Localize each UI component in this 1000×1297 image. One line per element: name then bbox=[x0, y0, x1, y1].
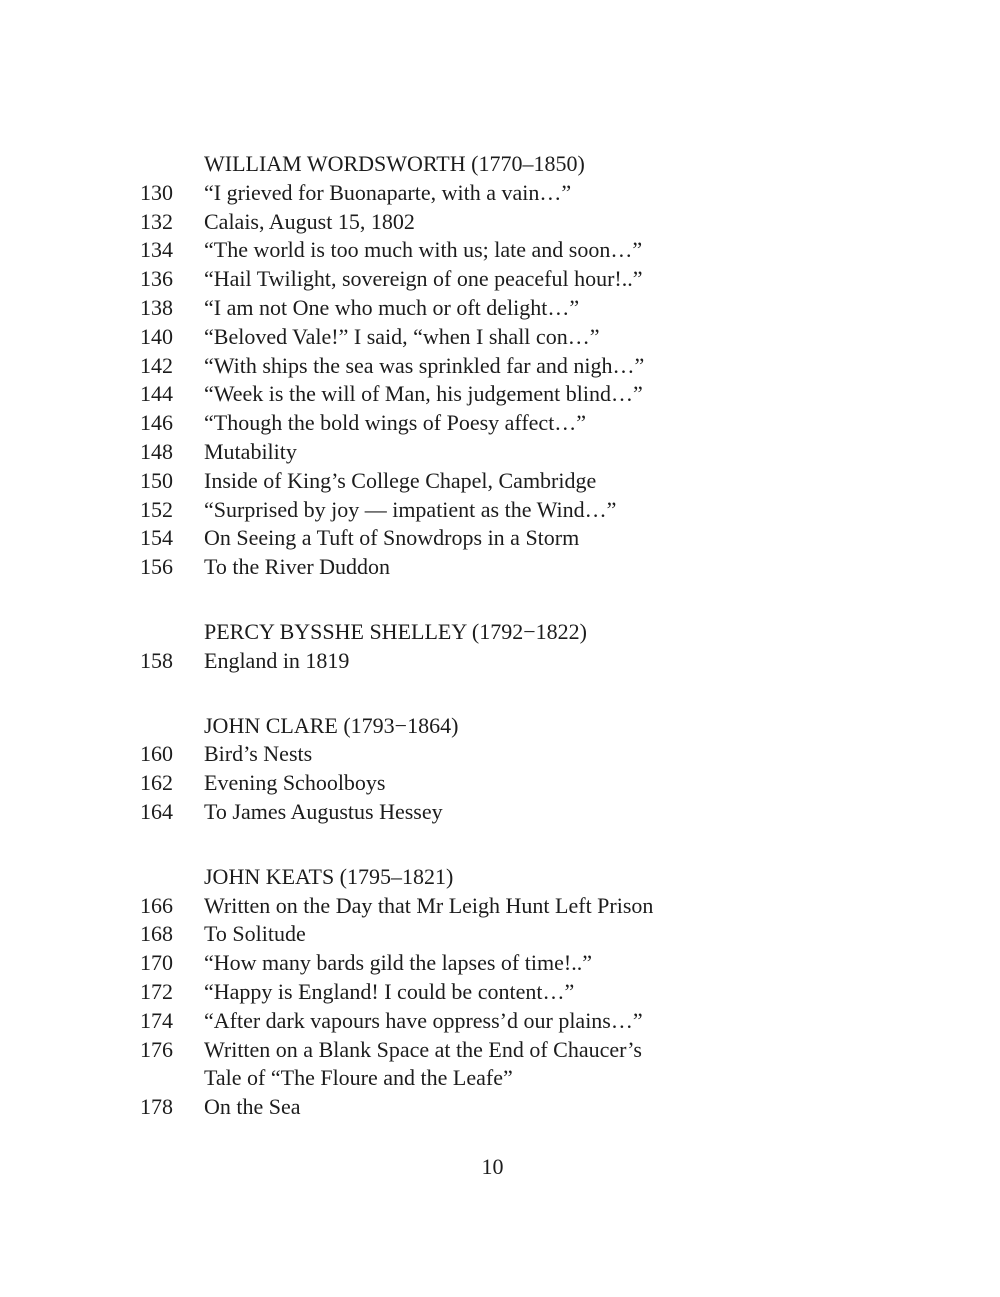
toc-entry bbox=[140, 1036, 900, 1094]
entry-title: Mutability bbox=[204, 438, 297, 464]
entry-title: “Though the bold wings of Poesy affect…” bbox=[204, 410, 587, 436]
entry-title: “Hail Twilight, sovereign of one peaceful hour!..” bbox=[204, 266, 643, 292]
entry-title: “After dark vapours have oppress’d our plains…” bbox=[204, 1007, 643, 1033]
entry-title: Evening Schoolboys bbox=[204, 770, 386, 796]
toc-entry bbox=[140, 920, 900, 949]
entry-page-number: 130 bbox=[140, 179, 173, 205]
entry-page-number: 140 bbox=[140, 323, 173, 349]
entry-page-number: 152 bbox=[140, 496, 173, 522]
toc-entry bbox=[140, 740, 900, 769]
entry-title: “I am not One who much or oft delight…” bbox=[204, 294, 580, 320]
entry-page-number: 134 bbox=[140, 237, 173, 263]
entry-title: “Beloved Vale!” I said, “when I shall con…” bbox=[204, 323, 600, 349]
author-section bbox=[140, 712, 900, 827]
page-number: 10 bbox=[481, 1154, 504, 1179]
entry-page-number: 164 bbox=[140, 798, 173, 824]
entry-page-number: 136 bbox=[140, 266, 173, 292]
entry-title: On the Sea bbox=[204, 1094, 301, 1120]
entry-title: “The world is too much with us; late and soon…” bbox=[204, 237, 643, 263]
table-of-contents bbox=[140, 150, 900, 1122]
entry-page-number: 178 bbox=[140, 1094, 173, 1120]
entry-page-number: 142 bbox=[140, 352, 173, 378]
entry-title: Calais, August 15, 1802 bbox=[204, 208, 415, 234]
entry-page-number: 154 bbox=[140, 525, 173, 551]
entry-page-number: 138 bbox=[140, 294, 173, 320]
toc-entry bbox=[140, 524, 900, 553]
toc-entry bbox=[140, 179, 900, 208]
toc-entry bbox=[140, 409, 900, 438]
entry-page-number: 166 bbox=[140, 892, 173, 918]
entry-page-number: 162 bbox=[140, 770, 173, 796]
author-section bbox=[140, 150, 900, 582]
entry-title: “Surprised by joy — impatient as the Wind…” bbox=[204, 496, 617, 522]
entry-page-number: 150 bbox=[140, 467, 173, 493]
toc-entry bbox=[140, 294, 900, 323]
toc-entry bbox=[140, 265, 900, 294]
toc-entry bbox=[140, 208, 900, 237]
toc-entry bbox=[140, 438, 900, 467]
entry-page-number: 170 bbox=[140, 950, 173, 976]
entry-title: On Seeing a Tuft of Snowdrops in a Storm bbox=[204, 525, 580, 551]
author-heading: WILLIAM WORDSWORTH (1770–1850) bbox=[204, 151, 585, 176]
entry-title: England in 1819 bbox=[204, 647, 350, 673]
entry-page-number: 148 bbox=[140, 438, 173, 464]
entry-title: “I grieved for Buonaparte, with a vain…” bbox=[204, 179, 572, 205]
author-heading: PERCY BYSSHE SHELLEY (1792−1822) bbox=[204, 618, 587, 644]
toc-entry bbox=[140, 323, 900, 352]
author-heading: JOHN KEATS (1795–1821) bbox=[204, 863, 454, 889]
entry-title: Inside of King’s College Chapel, Cambridge bbox=[204, 467, 597, 493]
entry-title: To Solitude bbox=[204, 921, 306, 947]
toc-entry bbox=[140, 352, 900, 381]
toc-entry bbox=[140, 1093, 900, 1122]
entry-title: “Happy is England! I could be content…” bbox=[204, 978, 575, 1004]
entry-title: Written on the Day that Mr Leigh Hunt Left Prison bbox=[204, 892, 654, 918]
entry-title: Written on a Blank Space at the End of Chaucer’s Tale of “The Floure and the Leafe” bbox=[204, 1036, 642, 1091]
entry-page-number: 172 bbox=[140, 978, 173, 1004]
entry-page-number: 160 bbox=[140, 741, 173, 767]
toc-entry bbox=[140, 769, 900, 798]
author-section bbox=[140, 618, 900, 676]
toc-entry bbox=[140, 798, 900, 827]
toc-entry bbox=[140, 380, 900, 409]
toc-entry bbox=[140, 892, 900, 921]
entry-page-number: 156 bbox=[140, 554, 173, 580]
entry-page-number: 132 bbox=[140, 208, 173, 234]
toc-entry bbox=[140, 496, 900, 525]
entry-page-number: 176 bbox=[140, 1036, 173, 1062]
entry-title: To James Augustus Hessey bbox=[204, 798, 443, 824]
entry-page-number: 146 bbox=[140, 410, 173, 436]
toc-entry bbox=[140, 1007, 900, 1036]
toc-entry bbox=[140, 978, 900, 1007]
entry-title: To the River Duddon bbox=[204, 554, 391, 580]
entry-page-number: 158 bbox=[140, 647, 173, 673]
entry-page-number: 144 bbox=[140, 381, 173, 407]
toc-entry bbox=[140, 647, 900, 676]
toc-entry bbox=[140, 949, 900, 978]
toc-entry bbox=[140, 236, 900, 265]
entry-page-number: 168 bbox=[140, 921, 173, 947]
entry-title: “Week is the will of Man, his judgement blind…” bbox=[204, 381, 643, 407]
entry-title: Bird’s Nests bbox=[204, 741, 313, 767]
entry-title: “How many bards gild the lapses of time!..” bbox=[204, 950, 592, 976]
author-section bbox=[140, 863, 900, 1122]
toc-entry bbox=[140, 467, 900, 496]
entry-title: “With ships the sea was sprinkled far and nigh…” bbox=[204, 352, 645, 378]
entry-page-number: 174 bbox=[140, 1007, 173, 1033]
author-heading: JOHN CLARE (1793−1864) bbox=[204, 712, 459, 738]
toc-entry bbox=[140, 553, 900, 582]
